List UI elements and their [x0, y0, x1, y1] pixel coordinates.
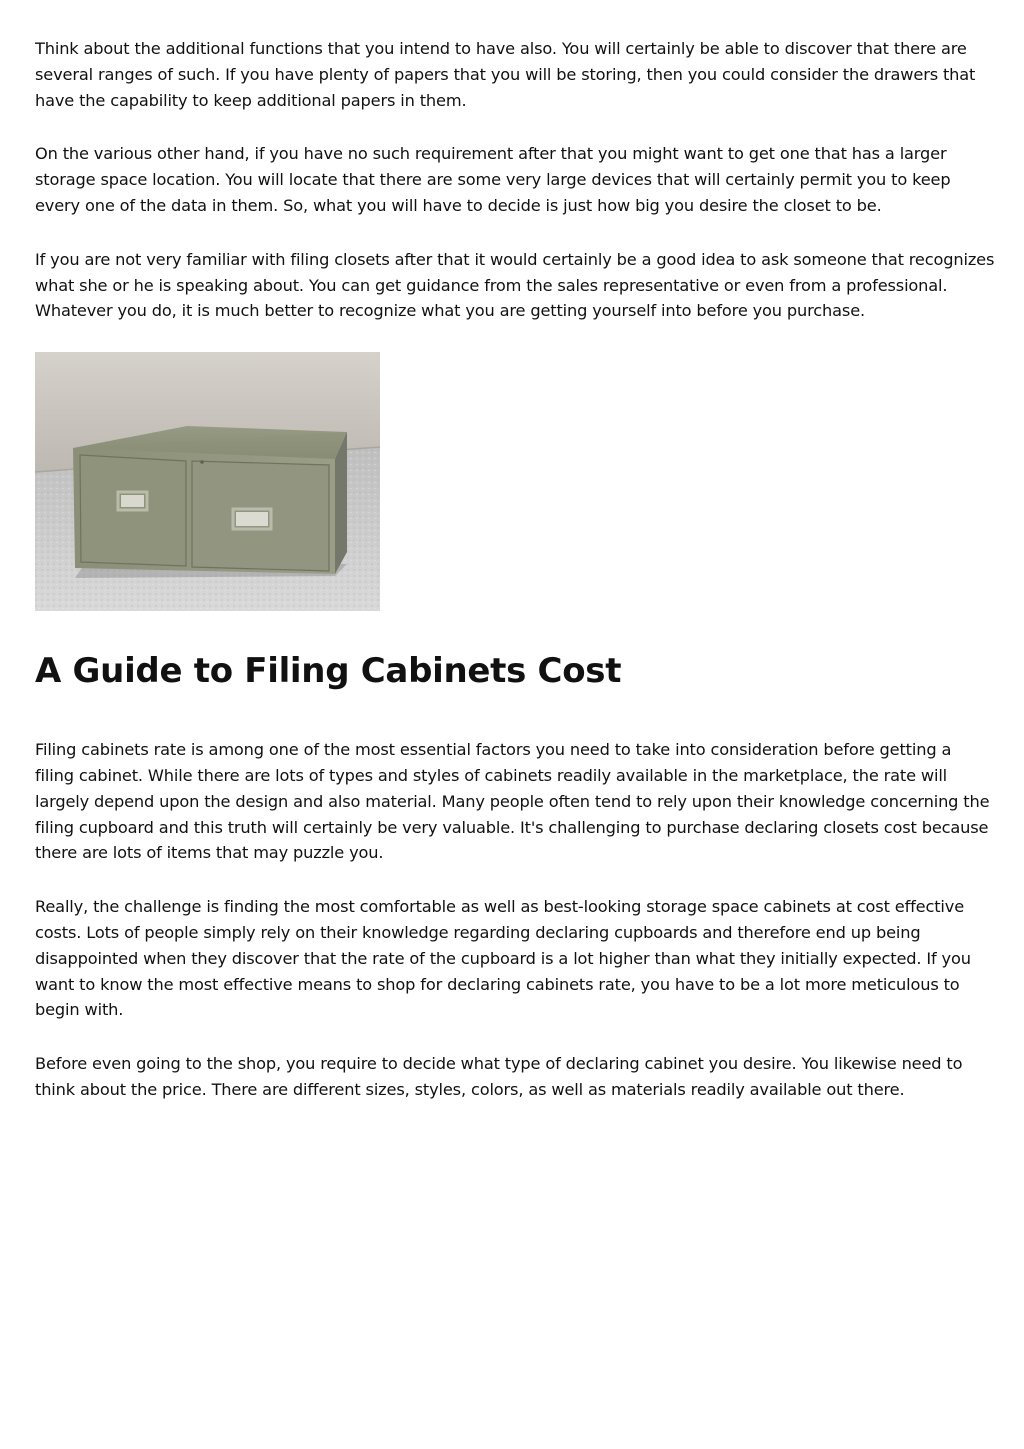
paragraph-cabinets-rate: Filing cabinets rate is among one of the most essential factors you need to take into consideration before getting a filing cabinet. While there are lots of types and styles of cabinets readily available in the marketplace, the rate will largely depend upon the design and also material. Many people often tend to rely upon their knowledge concerning the filing cupboard and this truth will certainly be very valuable. It's challenging to purchase declaring closets cost because there are lots of items that may puzzle you. — [35, 740, 990, 863]
section-heading: A Guide to Filing Cabinets Cost — [35, 651, 622, 692]
paragraph-storage-space: On the various other hand, if you have no such requirement after that you might want to get one that has a larger storage space location. You will locate that there are some very large devices that will certainly permit you to keep every one of the data in them. So, what you will have to decide is just how big you desire the closet to be. — [35, 144, 951, 215]
filing-cabinet-photo — [35, 352, 380, 611]
paragraph-the-challenge: Really, the challenge is finding the most comfortable as well as best-looking storage space cabinets at cost effective costs. Lots of people simply rely on their knowledge regarding declaring cupboards and therefore end up being disappointed when they discover that the rate of the cupboard is a lot higher than what they initially expected. If you want to know the most effective means to shop for declaring cabinets rate, you have to be a lot more meticulous to begin with. — [35, 897, 971, 1020]
paragraph-before-shop: Before even going to the shop, you require to decide what type of declaring cabinet you desire. You likewise need to think about the price. There are different sizes, styles, colors, as well as materials readily available out there. — [35, 1054, 963, 1099]
paragraph-ask-someone: If you are not very familiar with filing closets after that it would certainly be a good idea to ask someone that recognizes what she or he is speaking about. You can get guidance from the sales representative or even from a professional. Whatever you do, it is much better to recognize what you are getting yourself into before you purchase. — [35, 249, 995, 321]
article — [35, 36, 995, 1131]
paragraph-additional-functions: Think about the additional functions that you intend to have also. You will certainly be able to discover that there are several ranges of such. If you have plenty of papers that you will be storing, then you could consider the drawers that have the capability to keep additional papers in them. — [35, 39, 976, 110]
